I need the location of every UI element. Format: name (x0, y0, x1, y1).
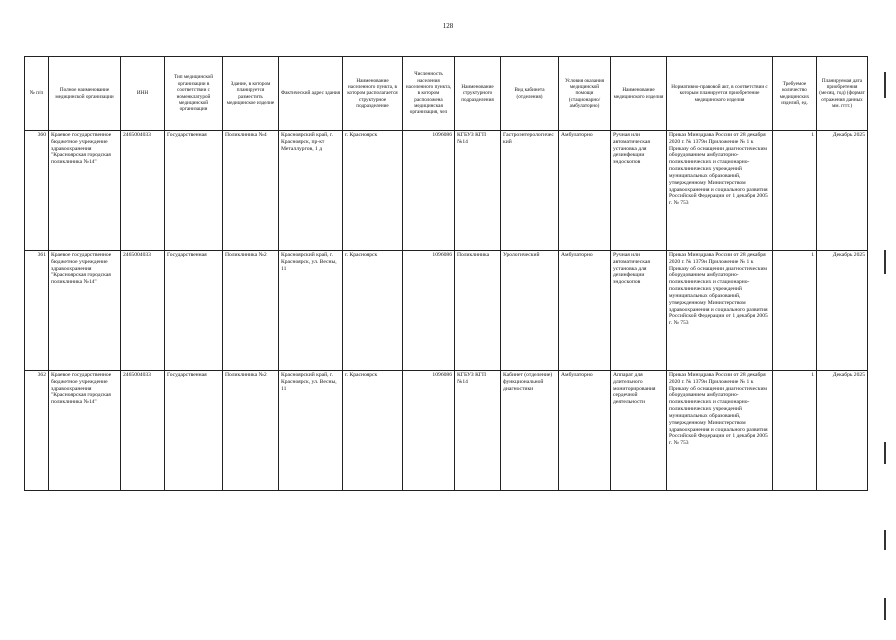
header-cell: Тип медицинской организации в соответствии с номенклатурой медицинской организации (165, 57, 223, 131)
conditions-cell: Амбулаторно (559, 131, 611, 251)
device-cell: Аппарат для длительного мониторирования сердечной деятельности (611, 371, 667, 491)
org-type-cell: Государственная (165, 251, 223, 371)
org-name-cell: Краевое государственное бюджетное учреждение здравоохранения "Красноярская городская поликлиника №14" (49, 371, 121, 491)
header-row (25, 57, 868, 131)
table-row (25, 251, 868, 371)
scan-mark (884, 72, 886, 98)
table-row (25, 131, 868, 251)
device-cell: Ручная или автоматическая установка для дезинфекции эндоскопов (611, 251, 667, 371)
date-cell: Декабрь 2025 (817, 371, 868, 491)
org-type-cell: Государственная (165, 371, 223, 491)
scan-mark (884, 250, 886, 274)
equipment-table (24, 56, 868, 491)
building-cell: Поликлиника №2 (223, 371, 279, 491)
locality-cell: г. Красноярск (343, 251, 403, 371)
header-cell: Условия оказания медицинской помощи (стационарно/амбулаторно) (559, 57, 611, 131)
unit-cell: КГБУЗ КГП №14 (455, 131, 501, 251)
scan-mark (884, 442, 886, 464)
header-cell: № п/п (25, 57, 49, 131)
cabinet-cell: Урологический (501, 251, 559, 371)
conditions-cell: Амбулаторно (559, 371, 611, 491)
conditions-cell: Амбулаторно (559, 251, 611, 371)
header-cell: Наименование структурного подразделения (455, 57, 501, 131)
scan-mark (884, 598, 886, 620)
unit-cell: КГБУЗ КГП №14 (455, 371, 501, 491)
address-cell: Красноярский край, г. Красноярск, ул. Весны, 11 (279, 371, 343, 491)
date-cell: Декабрь 2025 (817, 251, 868, 371)
address-cell: Красноярский край, г. Красноярск, пр-кт Металлургов, 1 д (279, 131, 343, 251)
org-type-cell: Государственная (165, 131, 223, 251)
inn-cell: 2465004033 (121, 251, 165, 371)
date-cell: Декабрь 2025 (817, 131, 868, 251)
header-cell: Требуемое количество медицинских изделий, ед. (773, 57, 817, 131)
header-cell: Полное наименование медицинской организации (49, 57, 121, 131)
cabinet-cell: Кабинет (отделение) функциональной диагностики (501, 371, 559, 491)
header-cell: Нормативно-правовой акт, в соответствии с которым планируется приобретение медицинского изделия (667, 57, 773, 131)
quantity-cell: 1 (773, 131, 817, 251)
row-number: 360 (25, 131, 49, 251)
inn-cell: 2465004033 (121, 371, 165, 491)
table-row (25, 371, 868, 491)
population-cell: 1096086 (403, 251, 455, 371)
quantity-cell: 1 (773, 251, 817, 371)
legal-act-cell: Приказ Минздрава России от 28 декабря 2020 г. № 1379н Приложение № 1 к Приказу об оснащении диагностическим оборудованием амбулаторно-поликлинических и стационарно-поликлинических учреждений муниципальных образований, утвержденному Министерством здравоохранения и социального развития Российской Федерации от 1 декабря 2005 г. № 753 (667, 371, 773, 491)
quantity-cell: 1 (773, 371, 817, 491)
legal-act-cell: Приказ Минздрава России от 28 декабря 2020 г. № 1379н Приложение № 1 к Приказу об оснащении диагностическим оборудованием амбулаторно-поликлинических и стационарно-поликлинических учреждений муниципальных образований, утвержденному Министерством здравоохранения и социального развития Российской Федерации от 1 декабря 2005 г. № 753 (667, 131, 773, 251)
cabinet-cell: Гастроэнтерологический (501, 131, 559, 251)
header-cell: Планируемая дата приобретения (месяц, год) (формат отражения данных мм. гггг.) (817, 57, 868, 131)
header-cell: ИНН (121, 57, 165, 131)
header-cell: Наименование населенного пункта, в котором располагается структурное подразделение (343, 57, 403, 131)
row-number: 362 (25, 371, 49, 491)
device-cell: Ручная или автоматическая установка для дезинфекции эндоскопов (611, 131, 667, 251)
locality-cell: г. Красноярск (343, 371, 403, 491)
unit-cell: Поликлиника (455, 251, 501, 371)
legal-act-cell: Приказ Минздрава России от 28 декабря 2020 г. № 1379н Приложение № 1 к Приказу об оснащении диагностическим оборудованием амбулаторно-поликлинических и стационарно-поликлинических учреждений муниципальных образований, утвержденному Министерством здравоохранения и социального развития Российской Федерации от 1 декабря 2005 г. № 753 (667, 251, 773, 371)
page-number: 128 (442, 22, 454, 30)
header-cell: Фактический адрес здания (279, 57, 343, 131)
scan-mark (884, 530, 886, 550)
population-cell: 1096086 (403, 371, 455, 491)
org-name-cell: Краевое государственное бюджетное учреждение здравоохранения "Красноярская городская поликлиника №14" (49, 251, 121, 371)
address-cell: Красноярский край, г. Красноярск, ул. Весны, 11 (279, 251, 343, 371)
locality-cell: г. Красноярск (343, 131, 403, 251)
header-cell: Численность населения населенного пункта, в котором расположена медицинская организация, чел (403, 57, 455, 131)
org-name-cell: Краевое государственное бюджетное учреждение здравоохранения "Красноярская городская поликлиника №14" (49, 131, 121, 251)
population-cell: 1096086 (403, 131, 455, 251)
building-cell: Поликлиника №2 (223, 251, 279, 371)
header-cell: Вид кабинета (отделения) (501, 57, 559, 131)
header-cell: Здание, в котором планируется разместить медицинское изделие (223, 57, 279, 131)
header-cell: Наименование медицинского изделия (611, 57, 667, 131)
building-cell: Поликлиника №4 (223, 131, 279, 251)
row-number: 361 (25, 251, 49, 371)
inn-cell: 2465004033 (121, 131, 165, 251)
